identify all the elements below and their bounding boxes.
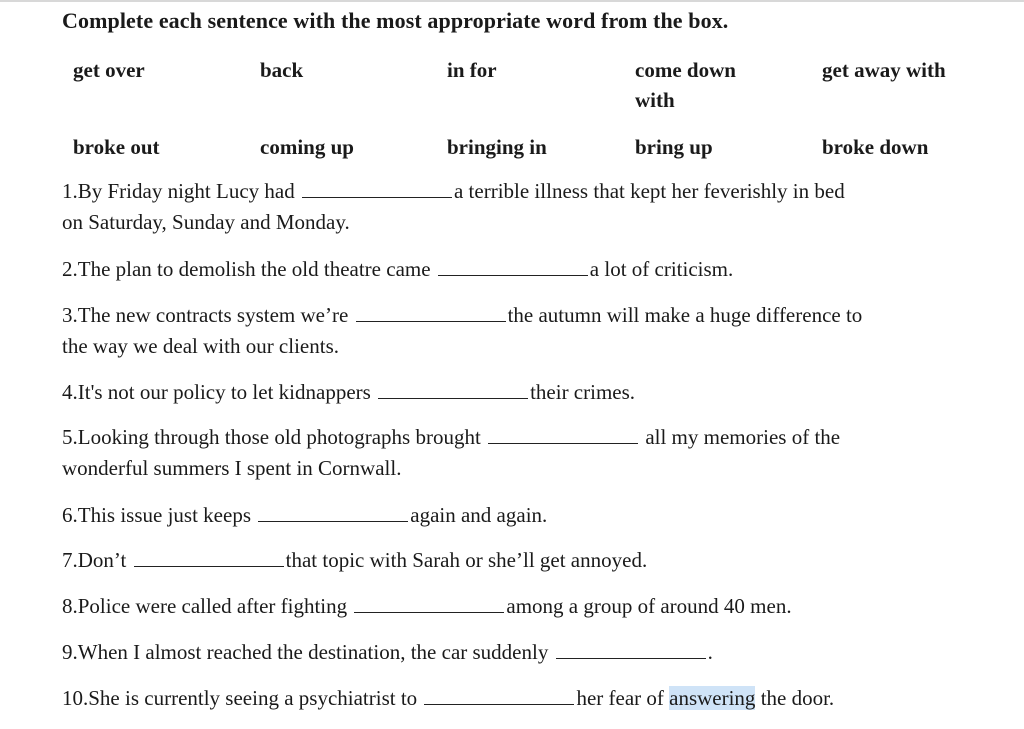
answer-blank[interactable] — [302, 179, 452, 198]
answer-blank[interactable] — [354, 594, 504, 613]
question-text-after: that topic with Sarah or she’ll get annoyed. — [285, 548, 648, 572]
question-text-before: The new contracts system we’re — [77, 303, 354, 327]
word-box-item: get over — [73, 58, 145, 82]
question-text-before: Police were called after fighting — [77, 594, 353, 618]
answer-blank[interactable] — [488, 425, 638, 444]
word-box-item: broke down — [822, 135, 929, 159]
question-number: 3. — [62, 303, 78, 327]
question-8 — [62, 591, 792, 622]
answer-blank[interactable] — [258, 503, 408, 522]
question-number: 9. — [62, 640, 78, 664]
question-text-before: When I almost reached the destination, the car suddenly — [77, 640, 554, 664]
question-text-after: again and again. — [410, 503, 548, 527]
question-text-after-end: the door. — [755, 686, 835, 710]
question-number: 4. — [62, 380, 78, 404]
question-3 — [62, 300, 862, 331]
word-box-item: back — [260, 58, 304, 82]
word-box-item: come down with — [635, 58, 736, 112]
word-box-item: bringing in — [447, 135, 547, 159]
answer-blank[interactable] — [556, 640, 706, 659]
question-text-after: . — [707, 640, 713, 664]
word-box-item: get away with — [822, 58, 946, 82]
answer-blank[interactable] — [378, 380, 528, 399]
word-box-item: bring up — [635, 135, 713, 159]
question-number: 10. — [62, 686, 89, 710]
question-number: 5. — [62, 425, 78, 449]
word-box-item: broke out — [73, 135, 160, 159]
answer-blank[interactable] — [134, 548, 284, 567]
question-9 — [62, 637, 713, 668]
question-text-before: Looking through those old photographs brought — [77, 425, 487, 449]
answer-blank[interactable] — [424, 686, 574, 705]
question-text-after: the autumn will make a huge difference to — [507, 303, 863, 327]
question-text-after: among a group of around 40 men. — [506, 594, 792, 618]
question-text-after: a lot of criticism. — [589, 257, 734, 281]
question-2 — [62, 254, 733, 285]
question-text-before: The plan to demolish the old theatre came — [77, 257, 436, 281]
question-text-after: their crimes. — [530, 380, 636, 404]
word-box-item: in for — [447, 58, 497, 82]
question-number: 2. — [62, 257, 78, 281]
question-text-after: her fear of — [576, 686, 670, 710]
question-text-before: Don’t — [77, 548, 132, 572]
question-number: 8. — [62, 594, 78, 618]
question-text-before: This issue just keeps — [77, 503, 257, 527]
question-text-before: It's not our policy to let kidnappers — [77, 380, 377, 404]
question-7 — [62, 545, 647, 576]
answer-blank[interactable] — [438, 257, 588, 276]
question-1 — [62, 176, 845, 207]
question-number: 6. — [62, 503, 78, 527]
question-text-before: By Friday night Lucy had — [77, 179, 300, 203]
question-4 — [62, 377, 635, 408]
question-text-after: all my memories of the — [640, 425, 841, 449]
top-divider — [0, 0, 1024, 2]
question-5 — [62, 422, 840, 453]
answer-blank[interactable] — [356, 303, 506, 322]
instruction-heading: Complete each sentence with the most appropriate word from the box. — [62, 8, 729, 33]
question-6 — [62, 500, 547, 531]
question-3-continuation: the way we deal with our clients. — [62, 334, 339, 358]
question-1-continuation: on Saturday, Sunday and Monday. — [62, 210, 350, 234]
question-text-before: She is currently seeing a psychiatrist to — [88, 686, 423, 710]
question-number: 1. — [62, 179, 78, 203]
question-text-after: a terrible illness that kept her feverishly in bed — [453, 179, 845, 203]
word-box-item: coming up — [260, 135, 354, 159]
question-number: 7. — [62, 548, 78, 572]
highlighted-word[interactable]: answering — [669, 686, 756, 710]
question-10 — [62, 683, 834, 714]
question-5-continuation: wonderful summers I spent in Cornwall. — [62, 456, 402, 480]
